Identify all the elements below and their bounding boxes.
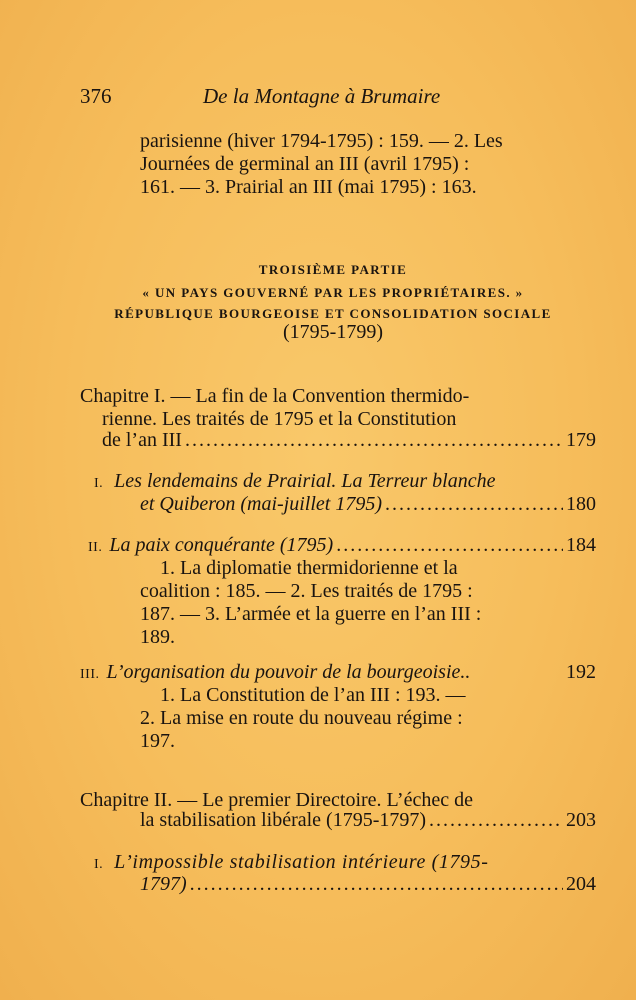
text-line: 2. La mise en route du nouveau régime :: [140, 707, 463, 729]
text-line: 1. La Constitution de l’an III : 193. —: [160, 684, 466, 706]
toc-entry-section-1-1: [140, 493, 596, 516]
text-line: Chapitre I. — La fin de la Convention thermido-: [80, 385, 470, 407]
text-line: 1. La diplomatie thermidorienne et la: [160, 557, 458, 579]
text-line: 187. — 3. L’armée et la guerre en l’an III :: [140, 603, 482, 625]
toc-page-number: 184: [566, 534, 596, 556]
leader-dots: [190, 873, 563, 896]
chapter-1-heading: [80, 385, 469, 431]
section-number: I.: [94, 857, 104, 872]
text-line: parisienne (hiver 1794-1795) : 159. — 2. Les: [140, 130, 503, 152]
text-line: rienne. Les traités de 1795 et la Constitution: [102, 408, 457, 430]
section-title: Les lendemains de Prairial. La Terreur blanche: [114, 470, 496, 492]
section-title: L’impossible stabilisation intérieure (1795-: [114, 851, 489, 873]
leader-dots: [185, 429, 563, 452]
partie-quote: « UN PAYS GOUVERNÉ PAR LES PROPRIÉTAIRES. »: [142, 285, 524, 300]
toc-entry-text: 1797): [140, 873, 187, 895]
toc-entry-section-2-1: [140, 873, 596, 896]
partie-subtitle: RÉPUBLIQUE BOURGEOISE ET CONSOLIDATION SOCIALE: [114, 306, 552, 321]
section-details: [140, 684, 466, 753]
toc-page-number: 192: [566, 661, 596, 683]
section-number: II.: [88, 540, 103, 555]
leader-dots: [385, 493, 563, 516]
text-line: Journées de germinal an III (avril 1795) :: [140, 153, 470, 175]
leader-dots: [336, 534, 563, 557]
running-title: De la Montagne à Brumaire: [203, 84, 441, 108]
toc-section-1-1: [94, 470, 495, 495]
toc-entry-chapter-1: [102, 429, 596, 452]
text-line: Chapitre II. — Le premier Directoire. L’échec de: [80, 789, 473, 811]
text-line: 197.: [140, 730, 175, 752]
text-line: 189.: [140, 626, 175, 648]
section-number: III.: [80, 667, 100, 682]
section-details: [140, 557, 481, 649]
section-number: I.: [94, 476, 104, 491]
partie-dates: (1795-1799): [283, 321, 383, 343]
text-line: coalition : 185. — 2. Les traités de 1795 :: [140, 580, 473, 602]
toc-page-number: 203: [566, 809, 596, 831]
toc-page-number: 204: [566, 873, 596, 895]
toc-entry-text: et Quiberon (mai-juillet 1795): [140, 493, 382, 515]
toc-entry-text: la stabilisation libérale (1795-1797): [140, 809, 427, 831]
toc-entry-section-1-3: [80, 661, 596, 684]
toc-entry-text: L’organisation du pouvoir de la bourgeoisie..: [106, 661, 471, 683]
toc-page-number: 179: [566, 429, 596, 451]
toc-entry-text: La paix conquérante (1795): [109, 534, 334, 556]
partie-label: TROISIÈME PARTIE: [258, 262, 408, 277]
continuation-text: [140, 130, 503, 199]
page-number: 376: [80, 84, 112, 108]
leader-dots: [429, 809, 563, 832]
toc-entry-section-1-2: [88, 534, 596, 557]
text-line: 161. — 3. Prairial an III (mai 1795) : 163.: [140, 176, 477, 198]
toc-entry-text: de l’an III: [102, 429, 182, 451]
toc-page-number: 180: [566, 493, 596, 515]
toc-entry-chapter-2: [140, 809, 596, 832]
